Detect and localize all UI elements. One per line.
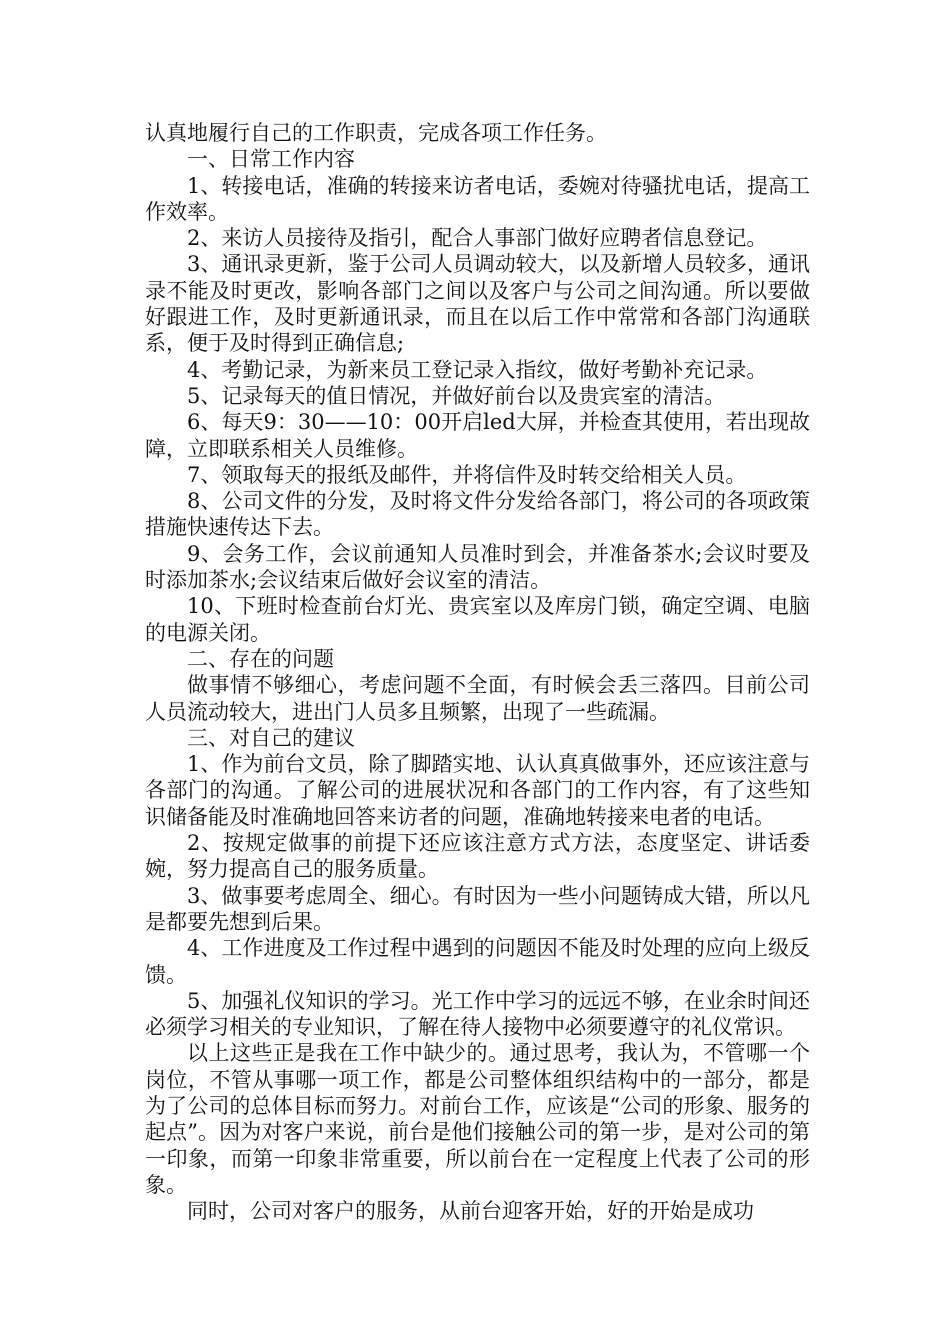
list-item-attendance: 4、考勤记录，为新来员工登记录入指纹，做好考勤补充记录。: [187, 357, 768, 382]
section-heading-daily-work: 一、日常工作内容: [187, 147, 355, 172]
list-item-phone: 1、转接电话，准确的转接来访者电话，委婉对待骚扰电话，提高工作效率。: [145, 173, 810, 224]
paragraph-intro: 认真地履行自己的工作职责，完成各项工作任务。: [145, 121, 607, 145]
list-item-visitors: 2、来访人员接待及指引，配合人事部门做好应聘者信息登记。: [187, 226, 768, 251]
list-item-closing: 10、下班时检查前台灯光、贵宾室以及库房门锁，确定空调、电脑的电源关闭。: [145, 594, 810, 645]
list-item-feedback: 4、工作进度及工作过程中遇到的问题因不能及时处理的应向上级反馈。: [145, 936, 810, 987]
list-item-meetings: 9、会务工作，会议前通知人员准时到会，并准备茶水;会议时要及时添加茶水;会议结束后做好会议室的清洁。: [145, 541, 810, 593]
section-heading-problems: 二、存在的问题: [187, 646, 334, 671]
list-item-methods: 2、按规定做事的前提下还应该注意方式方法，态度坚定、讲话委婉，努力提高自己的服务质量。: [145, 831, 810, 882]
list-item-duty: 5、记录每天的值日情况，并做好前台以及贵宾室的清洁。: [187, 383, 726, 408]
list-item-carefulness: 3、做事要考虑周全、细心。有时因为一些小问题铸成大错，所以凡是都要先想到后果。: [145, 883, 810, 934]
list-item-mail: 7、领取每天的报纸及邮件，并将信件及时转交给相关人员。: [187, 462, 747, 487]
list-item-documents: 8、公司文件的分发，及时将文件分发给各部门，将公司的各项政策措施快速传达下去。: [145, 489, 810, 540]
document-page: [145, 120, 810, 1224]
paragraph-reflection: 以上这些正是我在工作中缺少的。通过思考，我认为，不管哪一个岗位，不管从事哪一项工作，都是公司整体组织结构中的一部分，都是为了公司的总体目标而努力。对前台工作，应该是“公司的形象、服务的起点”。因为对客户来说，前台是他们接触公司的第一步，是对公司的第一印象，而第一印象非常重要，所以前台在一定程度上代表了公司的形象。: [145, 1041, 810, 1197]
list-item-etiquette: 5、加强礼仪知识的学习。光工作中学习的远远不够，在业余时间还必须学习相关的专业知识，了解在待人接物中必须要遵守的礼仪常识。: [145, 988, 810, 1040]
section-heading-suggestions: 三、对自己的建议: [187, 725, 355, 750]
list-item-led-screen: 6、每天9：30——10：00开启led大屏，并检查其使用，若出现故障，立即联系相关人员维修。: [145, 410, 810, 461]
paragraph-closing: 同时，公司对客户的服务，从前台迎客开始，好的开始是成功: [187, 1199, 754, 1224]
paragraph-problems: 做事情不够细心，考虑问题不全面，有时候会丢三落四。目前公司人员流动较大，进出门人员多且频繁，出现了一些疏漏。: [145, 673, 810, 724]
list-item-directory: 3、通讯录更新，鉴于公司人员调动较大，以及新增人员较多，通讯录不能及时更改，影响各部门之间以及客户与公司之间沟通。所以要做好跟进工作，及时更新通讯录，而且在以后工作中常常和各部门沟通联系，便于及时得到正确信息;: [145, 252, 810, 356]
list-item-communication: 1、作为前台文员，除了脚踏实地、认认真真做事外，还应该注意与各部门的沟通。了解公司的进展状况和各部门的工作内容，有了这些知识储备能及时准确地回答来访者的问题，准确地转接来电者的电话。: [145, 752, 810, 829]
